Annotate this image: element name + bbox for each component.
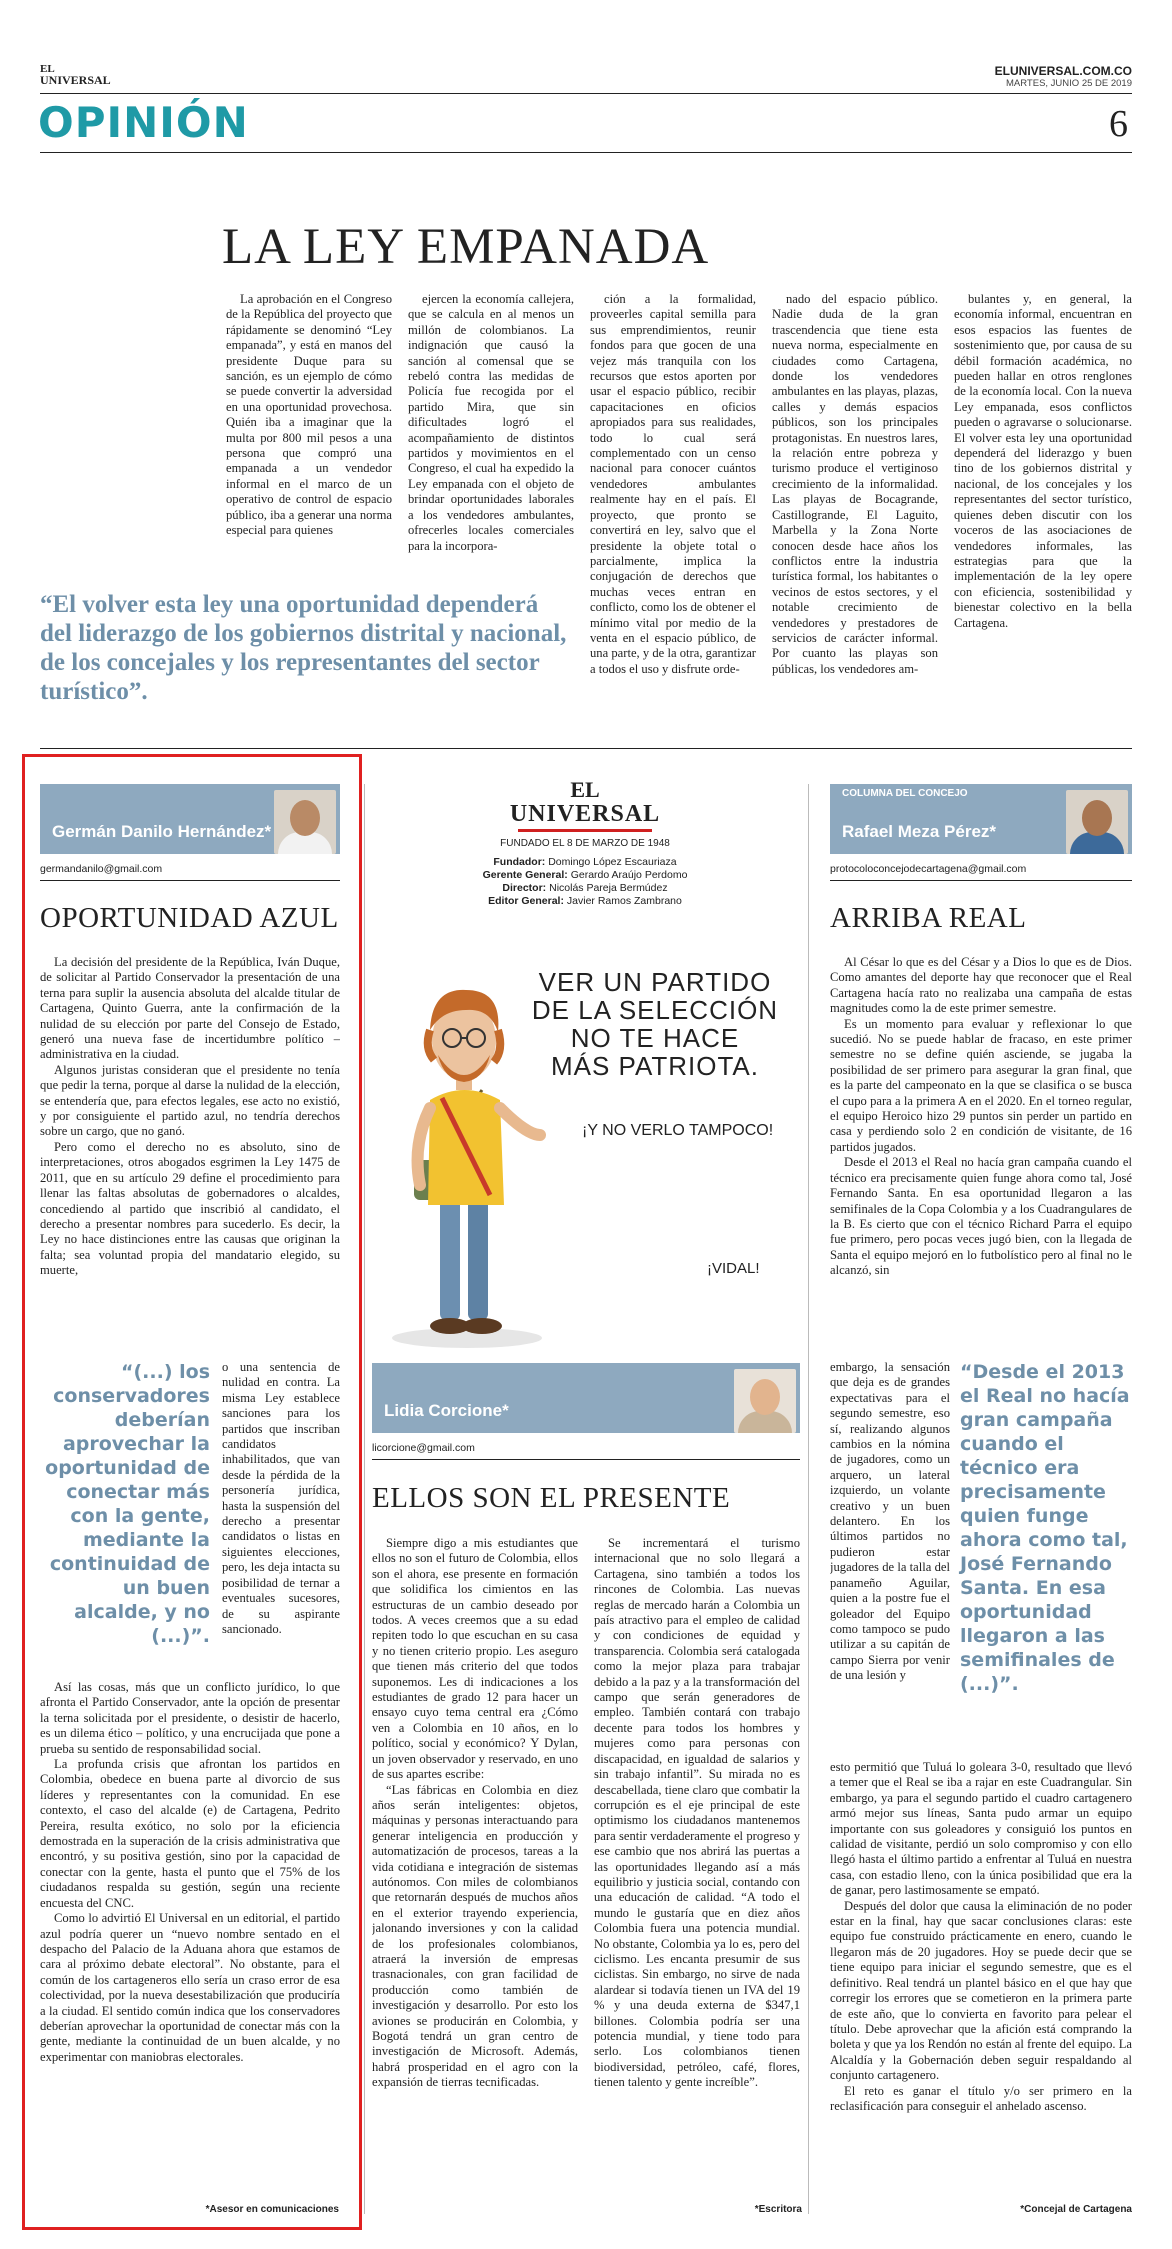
right-author-photo: [1066, 790, 1128, 854]
masthead-logo: [40, 64, 111, 86]
editorial-column-5: [954, 292, 1132, 714]
center-author-email: licorcione@gmail.com: [372, 1442, 475, 1454]
left-paragraph-6: Como lo advirtió El Universal en un editorial, el partido azul podría querer un “nuevo nombre sentado en el despacho del Palacio de la Aduana ahora que estamos de cara al próximo debate electoral”. No obstante, para el común de los cartageneros ello sería un craso error de esa colectividad, por la nueva desestabilización que produciría a la ciudad. El sentido común indica que los conservadores deberían aprovechar la oportunidad de conectar más con la gente, mediante la continuidad de un buen alcalde, y no experimentar con maniobras electorales.: [40, 1911, 340, 2064]
editorial-column-4: [772, 292, 938, 714]
left-paragraph-2: Algunos juristas consideran que el presidente no tenía que pedir la terna, porque al darse la nulidad de la elección, se entendería que, para efectos legales, ese acto no existió, y por consiguiente el partido azul, no tendría derechos sobre un cargo, que no ganó.: [40, 1062, 340, 1139]
site-url: ELUNIVERSAL.COM.CO: [994, 64, 1132, 78]
issue-date: MARTES, JUNIO 25 DE 2019: [1005, 78, 1132, 89]
center-column-title: ELLOS SON EL PRESENTE: [372, 1482, 731, 1514]
left-email-rule: [40, 880, 340, 881]
left-column-title: OPORTUNIDAD AZUL: [40, 902, 339, 934]
right-paragraph-6: El reto es ganar el título y/o ser primero en la reclasificación para conseguir el anhelado ascenso.: [830, 2083, 1132, 2113]
editorial-column-2: [408, 292, 574, 564]
page-number: 6: [1109, 103, 1128, 145]
right-author-email: protocoloconcejodecartagena@gmail.com: [830, 863, 1027, 875]
right-paragraph-5: Después del dolor que causa la eliminación de no poder estar en la final, hay que sacar conclusiones claras: este equipo fue construido prácticamente en enero, cuando le llegaron más de 20 jugadores. Hoy se puede decir que se tiene equipo para iniciar el segundo semestre, que es el definitivo. Real tendrá un plantel básico en el que hay que corregir los errores que se cometieron en la primera parte de este año, que lo convierta en favorito para pelear el título. Debe aprovechar que la afición está comprando la boleta y que ya los Rendón no están al frente del equipo. La Alcaldía y la Gobernación deben seguir respaldando al conjunto cartagenero.: [830, 1898, 1132, 2083]
cartoon: [372, 930, 800, 1355]
center-author-banner: [372, 1363, 800, 1433]
staff-line-1: Fundador: Domingo López Escauriaza: [493, 856, 677, 868]
masthead-rule: [40, 93, 1132, 94]
editorial-text-5: bulantes y, en general, la economía informal, encuentran en esos espacios las fuentes de sostenimiento que, por causa de su débil formación académica, no pueden hallar en otros renglones de la economía local. Con la nueva Ley empanada, esos conflictos pueden o agravarse o solucionarse. El volver esta ley una oportunidad dependerá del liderazgo y buen tino de los gobiernos distrital y nacional, de los concejales y los representantes del sector turístico, quienes deben discutir con los voceros de las asociaciones de vendedores informales, las estrategias para que la implementación de la ley opere con eficiencia, sostenibilidad y bienestar colectivo en la bella Cartagena.: [954, 292, 1132, 630]
editorial-pull-quote: “El volver esta ley una oportunidad dependerá del liderazgo de los gobiernos distrital y nacional, de los concejales y los representantes del sector turístico”.: [40, 591, 567, 705]
staff-line-3: Director: Nicolás Pareja Bermúdez: [502, 882, 668, 894]
left-author-email: germandanilo@gmail.com: [40, 863, 163, 875]
center-author-photo: [734, 1369, 796, 1433]
left-side-paragraph: o una sentencia de nulidad en contra. La misma Ley establece sanciones para los partidos que inscriban candidatos inhabilitados, que van desde la pérdida de la personería jurídica, hasta la suspensión del derecho a presentar candidatos o listas en siguientes elecciones, pero, les deja intacta su posibilidad de ternar a eventuales sucesores, de su aspirante sancionado.: [222, 1360, 340, 1636]
center-author-name: Lidia Corcione*: [384, 1401, 509, 1420]
left-intro-text: [40, 955, 340, 1355]
right-pull-quote: “Desde el 2013 el Real no hacía gran campaña cuando el técnico era precisamente quien funge ahora como tal, José Fernando Santa. En esa oportunidad llegaron a las semifinales de (...)”.: [960, 1361, 1130, 1695]
editorial-text-2: ejercen la economía callejera, que se calcula en al menos un millón de colombianos. La indignación que causó la sanción al comensal que se rebeló contra las medidas de Policía fue recogida por el partido Mira, que sin dificultades logró el acompañamiento de distintos partidos y movimientos en el Congreso, el cual ha expedido la Ley empanada con el objeto de brindar oportunidades laborales a los vendedores ambulantes, ofrecerles locales comerciales para la incorpora-: [408, 292, 574, 553]
center-paragraph-1: Siempre digo a mis estudiantes que ellos no son el futuro de Colombia, ellos son el ahora, ese presente en formación que solidifica los cimientos en las estructuras de un cambio deseado por todos. A veces creemos que a su edad repiten todo lo que escuchan en su casa y no tienen criterio propio. Les aseguro que tienen más criterio del que todos suponemos. Les di indicaciones a los estudiantes de grado 12 para hacer un ensayo cuyo tema central era ¿Cómo ven a Colombia en 10 años, en lo político, social y económico? Y Dylan, un joven observador y reservado, en uno de sus apartes escribe:: [372, 1536, 578, 1782]
editorial-text-3: ción a la formalidad, proveerles capital semilla para sus emprendimientos, reunir fondos para que gocen de una vejez más tranquila con los recursos que estos aporten por usar el espacio público, recibir capacitaciones en oficios apropiados para sus realidades, todo lo cual será complementado con un censo nacional para conocer cuántos vendedores ambulantes realmente hay en el país. El proyecto, que pronto se convertirá en ley, salvo que el presidente la objete total o parcialmente, implica la conjugación de derechos que muchas veces entran en conflicto, como los de obtener el mínimo vital por medio de la venta en el espacio público, de una parte, y de la otra, garantizar a todos el uso y disfrute orde-: [590, 292, 756, 676]
center-logo-bottom: UNIVERSAL: [509, 801, 661, 827]
right-column-title: ARRIBA REAL: [830, 902, 1027, 934]
right-email-rule: [830, 880, 1132, 881]
left-side-text: [222, 1360, 340, 1670]
center-logo-underline: [518, 829, 652, 832]
section-rule: [40, 152, 1132, 153]
right-closing-text: [830, 1760, 1132, 2196]
left-paragraph-4: Así las cosas, más que un conflicto jurídico, lo que afronta el Partido Conservador, ante la opción de presentar la terna solicitada por el presidente, o desistir de hacerlo, es un dilema ético – político, y una encrucijada que pone a prueba su sentido de responsabilidad social.: [40, 1680, 340, 1756]
cartoon-line-1: VER UN PARTIDO: [538, 967, 772, 997]
cartoon-subtext: ¡Y NO VERLO TAMPOCO!: [582, 1122, 774, 1139]
masthead-logo-top: EL: [40, 63, 55, 75]
staff-list: [460, 856, 710, 908]
right-kicker: COLUMNA DEL CONCEJO: [842, 788, 968, 799]
center-email-rule: [372, 1459, 800, 1460]
right-paragraph-1: Al César lo que es del César y a Dios lo que es de Dios. Como amantes del deporte hay que reconocer que el Real Cartagena hacía rato no realizaba una campaña de estas magnitudes como la de este primer semestre.: [830, 955, 1132, 1016]
cartoon-line-2: DE LA SELECCIÓN: [531, 995, 779, 1025]
cartoon-signature: ¡VIDAL!: [707, 1260, 760, 1277]
section-title: OPINIÓN: [38, 98, 249, 147]
cartoon-line-4: MÁS PATRIOTA.: [550, 1051, 759, 1081]
right-paragraph-4: esto permitió que Tuluá lo goleara 3-0, resultado que llevó a temer que el Real se iba a rajar en este Cuadrangular. Sin embargo, ya para el segundo partido el cuadro cartagenero armó mejor sus líneas, Santa pudo armar un equipo importante con sus goleadores y consiguió los puntos en calidad de visitante, perdió un solo compromiso y con ello llegó hasta el último partido a enfrentar al Tuluá en nuestra casa, con estadio lleno, con la única posibilidad que era la de ganar, pero lastimosamente se empató.: [830, 1760, 1132, 1898]
cartoon-line-3: NO TE HACE: [570, 1023, 740, 1053]
center-paragraph-3: Se incrementará el turismo internacional que no solo llegará a Cartagena, sino también a todos los rincones de Colombia. Las nuevas reglas de mercado harán a Colombia un país atractivo para el empleo de calidad y con condiciones de equidad y transparencia. Colombia será catalogada como la mejor plaza para trabajar debido a la paz y a la transformación del campo que serán generadores de empleo. También contará con trabajo decente para todos los hombres y mujeres como para personas con discapacidad, en igualdad de salarios y sin trabajo infantil”. Su mirada no es descabellada, tiene claro que combatir la corrupción es el eje principal de este optimismo los ciudadanos mantenemos para sentir verdaderamente el progreso y ese cambio que nos abrirá las puertas a las oportunidades llegando así a más equilibrio y justicia social, contando con una educación de calidad. “A todo el mundo le gustaría que en diez años Colombia fuera una potencia mundial. No obstante, Colombia ya lo es, pero del ciclismo. Les encanta presumir de sus ciclistas. Sin embargo, no sirve de nada alardear si todavía tienen un IVA del 19 % y una deuda externa de $347,1 billones. Colombia podría ser una potencia mundial, y tiene todo para serlo. Los colombianos tienen biodiversidad, petróleo, café, flores, tienen talento y gente increíble”.: [594, 1536, 800, 2090]
left-paragraph-1: La decisión del presidente de la República, Iván Duque, de solicitar al Partido Conservador la presentación de una terna para suplir la ausencia absoluta del alcalde titular de Cartagena, Quinto Guerra, ante la confirmación de la nulidad de su elección por parte del Consejo de Estado, generó una nueva fase de incertidumbre político – administrativa en la ciudad.: [40, 955, 340, 1062]
staff-line-4: Editor General: Javier Ramos Zambrano: [488, 895, 682, 907]
left-author-photo: [274, 790, 336, 854]
editorial-bottom-rule: [40, 748, 1132, 749]
right-side-text: [830, 1360, 950, 1754]
cartoon-speech: [520, 968, 790, 1080]
right-author-name: Rafael Meza Pérez*: [842, 822, 997, 841]
left-author-banner: [40, 784, 340, 854]
founded-date: FUNDADO EL 8 DE MARZO DE 1948: [500, 838, 670, 849]
masthead-logo-bottom: UNIVERSAL: [40, 73, 111, 87]
center-text-column-1: [372, 1536, 578, 2196]
right-intro-text: [830, 955, 1132, 1355]
right-author-banner: [830, 784, 1132, 854]
right-paragraph-3: Desde el 2013 el Real no hacía gran campaña cuando el técnico era precisamente quien funge ahora como tal, José Fernando Santa. En esa oportunidad llegaron a las semifinales de la Copa Colombia y a los Cuadrangulares de la B. Es cierto que con el técnico Richard Parra el equipo fue primero, pero pocas veces jugó bien, con la llegada de Santa el equipo mejoró en lo futbolístico pero al final no le alcanzó, sin: [830, 1155, 1132, 1278]
editorial-title: LA LEY EMPANADA: [222, 219, 710, 275]
left-closing-text: [40, 1680, 340, 2200]
left-signature: *Asesor en comunicaciones: [205, 2204, 339, 2215]
staff-line-2: Gerente General: Gerardo Araújo Perdomo: [482, 869, 688, 881]
center-right-divider: [808, 784, 809, 2214]
center-logo-top: EL: [570, 777, 600, 802]
editorial-column-1: [226, 292, 392, 564]
center-logo: [500, 778, 670, 826]
left-author-name: Germán Danilo Hernández*: [52, 822, 272, 841]
center-left-divider: [364, 784, 365, 2214]
editorial-text-1: La aprobación en el Congreso de la República del proyecto que rápidamente se denominó “Ley empanada”, y está en manos del presidente Duque para su sanción, es un ejemplo de cómo se puede convertir la adversidad en una oportunidad provechosa. Quién iba a imaginar que la multa por 800 mil pesos a una persona que compró una empanada a un vendedor informal en el marco de un operativo de control de espacio público, iba a generar una norma especial para quienes: [226, 292, 392, 538]
center-paragraph-2: “Las fábricas en Colombia en diez años serán inteligentes: objetos, máquinas y personas interactuando para generar inteligencia en producción y automatización de procesos, tareas a la vida cotidiana e integración de sistemas autónomos. Con miles de colombianos que retornarán después de muchos años en el exterior trayendo experiencia, jalonando inversiones y con la calidad de los profesionales colombianos, atraerá la inversión de empresas trasnacionales, con gran facilidad de producción como también de investigación y desarrollo. Por esto los aviones se producirán en Colombia, y Bogotá tendrá un gran centro de investigación de Microsoft. Además, habrá prosperidad en el agro con la expansión de tierras tecnificadas.: [372, 1782, 578, 2090]
right-side-paragraph: embargo, la sensación que deja es de grandes expectativas para el segundo semestre, eso sí, realizando algunos cambios en la nómina de jugadores, como un arquero, un lateral izquierdo, un volante creativo y un buen delantero. En los últimos partidos no pudieron estar jugadores de la talla del panameño Aguilar, quien a la postre fue el goleador del Equipo como tampoco se pudo utilizar a su capitán de campo Sierra por venir de una lesión y: [830, 1360, 950, 1683]
editorial-column-3: [590, 292, 756, 714]
center-signature: *Escritora: [754, 2204, 802, 2215]
left-pull-quote: “(...) los conservadores deberían aprovechar la oportunidad de conectar más con la gente, mediante la continuidad de un buen alcalde, y no (...)”.: [45, 1361, 210, 1647]
editorial-text-4: nado del espacio público. Nadie duda de la gran trascendencia que tiene esta nueva norma, especialmente en ciudades como Cartagena, donde los vendedores ambulantes en las playas, plazas, calles y demás espacios públicos, son los principales protagonistas. En nuestros lares, la relación entre pobreza y turismo produce el vertiginoso crecimiento de la informalidad. Las playas de Bocagrande, Castillogrande, El Laguito, Marbella y la Zona Norte conocen desde hace años los conflictos entre la industria turística formal, los habitantes o vecinos de estos sectores, y el notable crecimiento de vendedores y prestadores de servicios de carácter informal. Por cuanto las playas son públicas, los vendedores am-: [772, 292, 938, 676]
center-text-column-2: [594, 1536, 800, 2196]
left-paragraph-3: Pero como el derecho no es absoluto, sino de interpretaciones, otros abogados esgrimen la Ley 1475 de 2011, que en su artículo 29 define el procedimiento para llenar las faltas absolutas de gobernadores o alcaldes, concediendo al partido que inscribió al candidato, el derecho a presentar nombres para sucederlo. Es decir, la Ley no hace distinciones entre las causas que originan la falta; sea voluntad propia del mandatario elegido, su muerte,: [40, 1139, 340, 1278]
left-paragraph-5: La profunda crisis que afrontan los partidos en Colombia, obedece en buena parte al divorcio de sus líderes y representantes con la comunidad. En ese contexto, el caso del alcalde (e) de Cartagena, Pedrito Pereira, resulta exótico, no solo por la eficiencia demostrada en la superación de la crisis administrativa que encontró, y su positiva gestión, sino por la capacidad de conectar con la gente, hasta el punto que el 75% de los ciudadanos respalda su gestión, según una reciente encuesta del CNC.: [40, 1757, 340, 1910]
right-paragraph-2: Es un momento para evaluar y reflexionar lo que sucedió. No se puede hablar de fracaso, en este primer semestre no se define quién asciende, se jugaba la posibilidad de ser primero para asegurar la gran final, que es la parte del campeonato en la que se clasifica o se busca el cupo para a la primera A en el 2020. En el torneo regular, el equipo Heroico hizo 29 puntos sin perder un partido en casa y perdiendo solo 2 en condición de visitante, de 16 partidos jugados.: [830, 1016, 1132, 1154]
right-signature: *Concejal de Cartagena: [1020, 2204, 1132, 2215]
